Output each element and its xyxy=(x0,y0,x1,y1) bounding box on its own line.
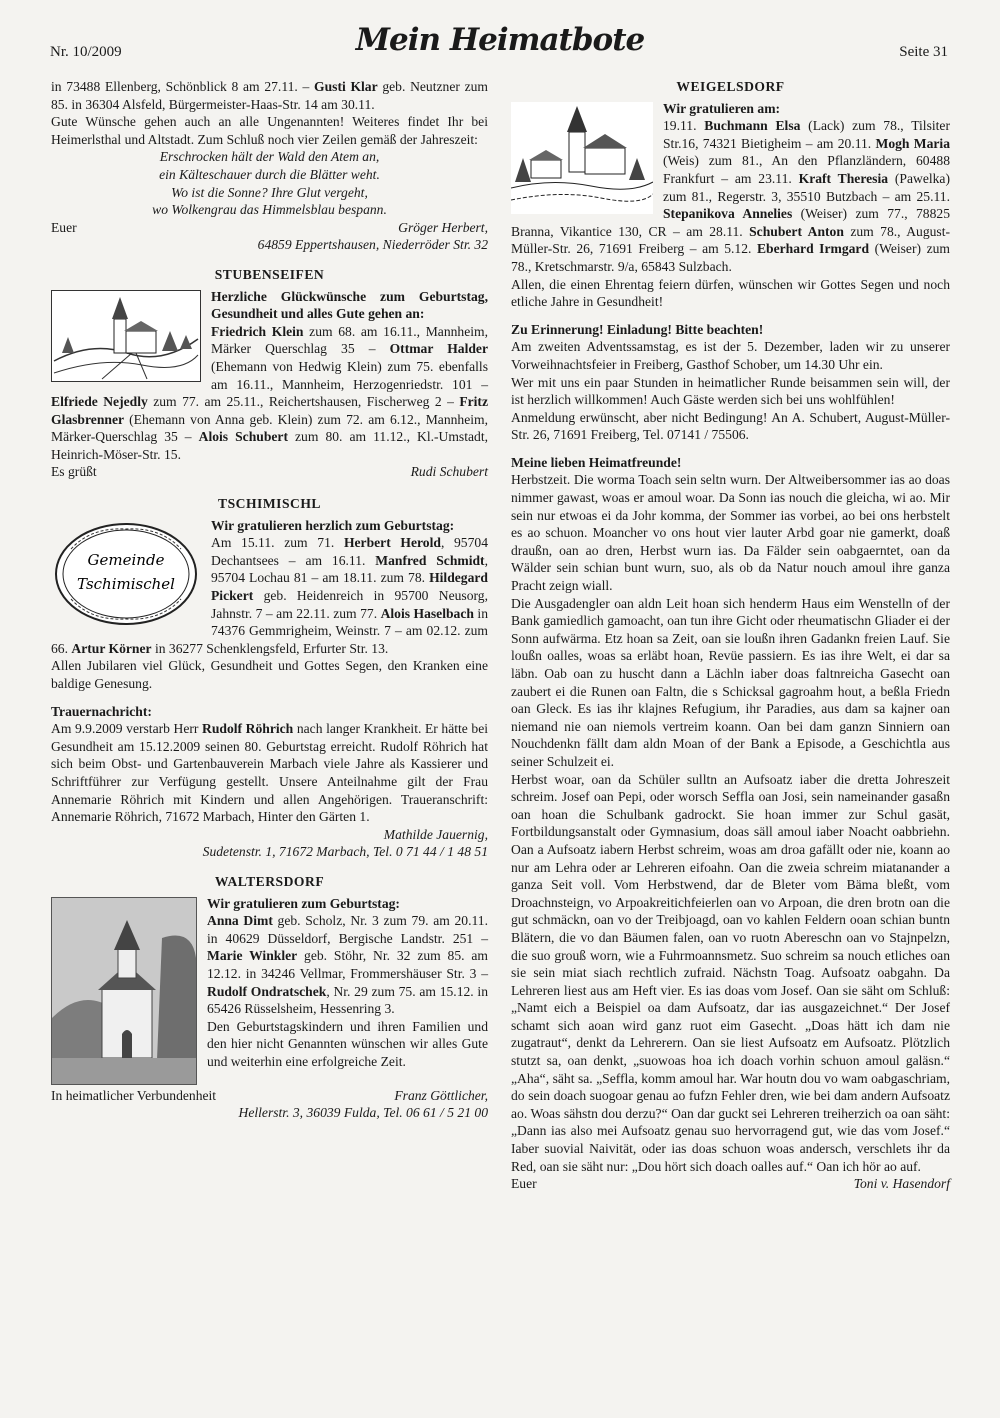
signature-jauernig: Mathilde Jauernig, xyxy=(383,826,488,842)
masthead-title: Mein Heimatbote xyxy=(355,22,645,58)
weigelsdorf-section xyxy=(511,100,950,311)
section-title-waltersdorf: WALTERSDORF xyxy=(214,873,325,889)
intro-text: Gute Wünsche gehen auch an alle Ungenannten! Weiteres findet Ihr bei Heimerlsthal und Altstadt. Zum Schluß noch vier Zeilen gemäß der Jahreszeit: xyxy=(51,114,488,147)
section-title-stubenseifen: STUBENSEIFEN xyxy=(214,266,325,282)
left-column xyxy=(51,78,488,1122)
section-title-weigelsdorf: WEIGELSDORF xyxy=(676,79,785,94)
heimatfreunde-p2: Die Ausgadengler oan aldn Leit hoan sich henderm Haus eim Wenstelln of der Bank gamiedlich gamoacht, oan tun ihre Gicht oder rheumatischn Gliader ei der Sonn aufwärma. Etz hoan sa Zeit, oan sie loußn ihren Gadankn freien Lauf. Sie loußn oalles, woas sa erläbt hoan, Revüe passiern. Es ias ihre Welt, ei dar sa läbn. Oab oan zu huscht dann a Lächln iaber doas faltnreicha Gasecht oan zaubert ei die Runen oan Faltn, die s Schicksal gagroahm hout, a beßla Friedn oan Gleck. Es ias ihr klajnes Refugium, ihr Paradies, aus dam sa kajner oan niemand nie oan niemols vertreim koann. Oan bei dam ganzn Sinniern oan Nouchdenkn fällt dam aldn Moan of der Bank a Episode, a Geschichtla aus seiner Schulzeit ei. xyxy=(511,595,950,769)
village-drawing-image xyxy=(511,102,653,214)
waltersdorf-list: Anna Dimt geb. Scholz, Nr. 3 zum 79. am 20.11. in 40629 Düsseldorf, Bergische Landstr. 251 – Marie Winkler geb. Stöhr, Nr. 32 zum 85. am 12.12. in 34246 Vellmar, Frommershäuser Str. 3 – Rudolf Ondratschek, Nr. 29 zum 75. am 15.12. in 65426 Rüsselsheim, Hessenring 3. xyxy=(207,913,489,1017)
stubenseifen-list: Friedrich Klein zum 68. am 16.11., Mannheim, Märker Querschlag 35 – Ottmar Halder (Ehemann von Hedwig Klein) zum 75. ebenfalls am 16.11., Mannheim, Herzogenriedstr. 101 – Elfriede Nejedly zum 77. am 25.11., Reichertshausen, Fischerweg 2 – Fritz Glasbrenner (Ehemann von Anna geb. Klein) zum 72. am 6.12., Mannheim, Märker-Querschlag 35 – Alois Schubert zum 80. am 11.12., Kl.-Umstadt, Heinrich-Möser-Str. 15. xyxy=(51,323,488,462)
tschimischl-section xyxy=(51,517,488,693)
erinnerung-title: Zu Erinnerung! Einladung! Bitte beachten! xyxy=(511,321,764,337)
signature-address: 64859 Eppertshausen, Niederröder Str. 32 xyxy=(257,237,488,253)
weigelsdorf-headline: Wir gratulieren am: xyxy=(663,100,781,116)
signature-groeger: Euer Gröger Herbert, xyxy=(51,219,488,235)
trauer-title: Trauernachricht: xyxy=(51,703,152,719)
stubenseifen-headline: Herzliche Glückwünsche zum Geburtstag, Gesundheit und alles Gute gehen an: xyxy=(211,288,488,322)
waltersdorf-headline: Wir gratulieren zum Geburtstag: xyxy=(207,895,400,911)
tschimischl-headline: Wir gratulieren herzlich zum Geburtstag: xyxy=(211,517,455,533)
section-title-tschimischl: TSCHIMISCHL xyxy=(218,496,321,512)
weigelsdorf-list: 19.11. Buchmann Elsa (Lack) zum 78., Tilsiter Str.16, 74321 Bietigheim – am 20.11. Mogh Maria (Weis) zum 81., An den Pflanzländern, 60488 Frankfurt – am 23.11. Kraft Theresia (Pawelka) zum 81., Regerstr. 3, 35510 Butzbach – am 25.11. Stepanikova Annelies (Weiser) zum 77., 78825 Branna, Vikantice 130, CR – am 28.11. Schubert Anton zum 78., August-Müller-Str. 26, 71691 Freiberg – am 5.12. Eberhard Irmgard (Weiser) zum 78., Kretschmarstr. 9/a, 65843 Sulzbach. xyxy=(511,118,951,274)
right-column xyxy=(511,78,950,1193)
heimatfreunde-p3: Herbst woar, oan da Schüler sulltn an Aufsoatz iaber die dretta Johreszeit schreim. Josef oan Pepi, oder worsch Seffla oan Josi, sein nameinander gasaßn oan hoan die Schulbank gadrockt. Sie hoan immer zur Schul gasät, Fortbildungsanstalt oder Gymnasium, doas säll amoul iaber Noacht oabbriehn. Oan a Aufsoatz iabern Herbst schreim, woas am droa gafällt oder nie, koann ao nur am Lehra oder ar Lehreren eifoahn. Oan die zweia schreim miatanander a ganza Seit voll. Vom Herbstwend, dar de Bleter vom Bäma bleßt, vom Droachnsteign, vo Arpoakreitichfeierlen oan vo Arpoan, die dren brotn oan die gut schmäckn, oan vo der Treibjoagd, oan vo kahlen Feldern ooan schian buntn Blätern, die vo dan Bäumen falen, oan vo ruotn Abereschn oan vo Stajnpelzn, die suo grouß worn, wie a Fuhrmoannsmetz. Suo schreim sa nouch etliches oan sie sein miat siach rechtlich zufraid. Nächstn Toag. Aufsoatz oabgahn. Da Lehreren liest aus am Heft vier. Es ias doas vom Josef. Oan sie säht om Schluß: „Namt eich a Beispiel oa dam Aufsoatz, dar ias ausgazeichnet.“ Der Josef schamt sich aoan wird ganz ruot eim Gasecht. „Doas hätt ich dam nie zugatraut“, denkt da Lehrerern. Oan sie liest Aufsoatz em Aufsoatz. Plötzlich stutzt sa, oan denkt, „suowoas hoa ich doach vorhin schuon amoul galäsn.“ „Aha“, säht sa. „Seffla, komm amoul har. War houtn dou vo wam oabgaschriam, do sein doach suogoar genau ao fufzn Fehler dren, wie bei dam andern Aufsoatz ao. Woas sähstn dou derzu?“ Oan dar guckt sei Lehreren treiherzich oa oan säht: „Dann ias also mei Aufsoatz genau suo hervorragend gut, wie das vom Josef.“ Iaber suovial Naivität, oder ias doas schuon woas andersch, verschlets ihr da Red, oan sie säht nur: „Dou hört sich doach oalles auf.“ Oan ich hör ao auf. xyxy=(511,771,950,1174)
trauer-text: Am 9.9.2009 verstarb Herr Rudolf Röhrich nach langer Krankheit. Er hätte bei Gesundheit am 15.12.2009 seinen 80. Geburtstag erreicht. Rudolf Röhrich hat sich beim Obst- und Gartenbauverein Marbach viele Jahre als Kassierer und Schriftführer zur Verfügung gestellt. Unsere Anteilnahme gilt der Frau Annemarie Röhrich mit Kindern und allen Angehörigen. Traueranschrift: Annemarie Röhrich, 71672 Marbach, Hinter den Gärten 1. xyxy=(51,721,489,825)
chapel-photo-image xyxy=(51,897,197,1085)
waltersdorf-closing: Den Geburtstagskindern und ihren Familien und den hier nicht Genannten wünschen wir alles Gute und weiterhin eine erfolgreiche Zeit. xyxy=(207,1018,488,1069)
tschimischl-list: Am 15.11. zum 71. Herbert Herold, 95704 Dechantsees – am 16.11. Manfred Schmidt, 95704 Lochau 81 – am 18.11. zum 78. Hildegard Pickert geb. Heidenreich in 95700 Neusorg, Jahnstr. 7 – am 22.11. zum 77. Alois Haselbach in 74376 Gemmrigheim, Weinstr. 7 – am 02.12. zum 66. Artur Körner in 36277 Schenklengsfeld, Erfurter Str. 13. xyxy=(51,535,488,656)
heimatfreunde-title: Meine lieben Heimatfreunde! xyxy=(511,454,682,470)
seal-text-line2: Tschimischel xyxy=(77,574,175,593)
signature-hasendorf: Euer Toni v. Hasendorf xyxy=(511,1176,950,1192)
poem: Erschrocken hält der Wald den Atem an, ein Kälteschauer durch die Blätter weht. Wo ist die Sonne? Ihre Glut vergeht, wo Wolkengrau das Himmelsblau bespann. xyxy=(152,149,387,218)
page-number: Seite 31 xyxy=(899,44,948,60)
erinnerung-p3: Anmeldung erwünscht, aber nicht Bedingung! An A. Schubert, August-Müller-Str. 26, 71691 Freiberg, Tel. 07141 / 75506. xyxy=(511,409,950,443)
signature-goettlicher-address: Hellerstr. 3, 36039 Fulda, Tel. 06 61 / 5 21 00 xyxy=(238,1105,488,1121)
signature-goettlicher: In heimatlicher Verbundenheit Franz Göttlicher, xyxy=(51,1087,488,1103)
church-drawing-image xyxy=(51,290,201,382)
gemeinde-seal-image xyxy=(51,519,201,629)
intro-greetings: in 73488 Ellenberg, Schönblick 8 am 27.11. – Gusti Klar geb. Neutzner zum 85. in 36304 Alsfeld, Bürgermeister-Haas-Str. 14 am 30.11. xyxy=(51,79,488,112)
seal-text-line1: Gemeinde xyxy=(87,550,165,569)
weigelsdorf-closing: Allen, die einen Ehrentag feiern dürfen, wünschen wir Gottes Segen und noch etliche Jahre in Gesundheit! xyxy=(511,276,950,310)
stubenseifen-section xyxy=(51,288,488,482)
signature-schubert: Es grüßt Rudi Schubert xyxy=(51,464,488,480)
heimatfreunde-p1: Herbstzeit. Die worma Toach sein seltn wurn. Der Altweibersommer ias ao doas nimmer gawast, woas er amoul woar. Da Sonn ias nouch die gleicha, wi ao. Mir sein nur etwoas ei da Johr komma, der Sommer ias vorbei, ao bei ons herbstelt es ao schuon. Moancher vo ons hout vier lauter Arbd goar nie gamerkt, doaß draußn, oan ao dren, Herbst wurn ias. Da Fälder sein oabgaerntet, oan da Wälder sein schian bunt wurn, suo, als ob da Natur nouch amoul ihre ganza Pracht zeign wiall. xyxy=(511,472,950,594)
tschimischl-closing: Allen Jubilaren viel Glück, Gesundheit und Gottes Segen, den Kranken eine baldige Genesung. xyxy=(51,658,488,691)
erinnerung-p1: Am zweiten Adventssamstag, es ist der 5. Dezember, laden wir zu unserer Vorweihnachtsfeier in Freiberg, Gasthof Schober, um 14.30 Uhr ein. xyxy=(511,339,950,372)
erinnerung-p2: Wer mit uns ein paar Stunden in heimatlicher Runde beisammen sein will, der ist herzlich willkommen! Auch Gäste werden sich bei uns wohlfühlen! xyxy=(511,374,950,408)
waltersdorf-section xyxy=(51,895,488,1122)
issue-number: Nr. 10/2009 xyxy=(50,44,122,60)
signature-jauernig-address: Sudetenstr. 1, 71672 Marbach, Tel. 0 71 44 / 1 48 51 xyxy=(202,844,488,860)
